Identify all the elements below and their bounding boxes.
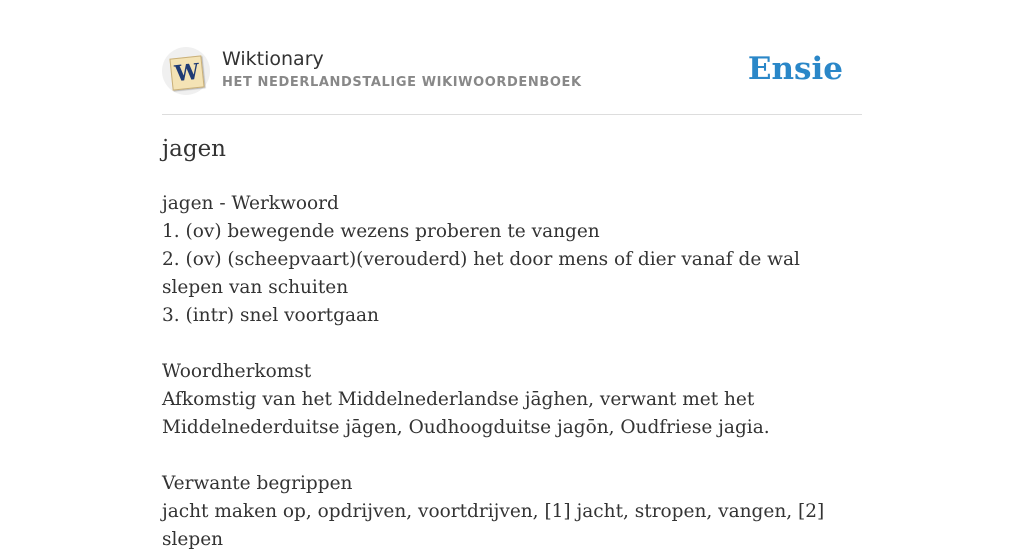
site-name[interactable]: Wiktionary <box>222 48 324 70</box>
definition-3: 3. (intr) snel voortgaan <box>162 305 379 326</box>
site-tagline: HET NEDERLANDSTALIGE WIKIWOORDENBOEK <box>222 75 582 90</box>
blank-line <box>162 330 852 358</box>
definition-1: 1. (ov) bewegende wezens proberen te vangen <box>162 221 600 242</box>
ensie-brand-logo[interactable]: Ensie <box>747 51 843 87</box>
related-terms-text: jacht maken op, opdrijven, voortdrijven, [1] jacht, stropen, vangen, [2] slepen <box>162 501 825 550</box>
logo-tile: W <box>169 55 204 90</box>
etymology-heading: Woordherkomst <box>162 361 312 382</box>
page-title: jagen <box>162 136 226 162</box>
wiktionary-logo-icon[interactable] <box>162 47 210 95</box>
definition-2: 2. (ov) (scheepvaart)(verouderd) het door mens of dier vanaf de wal slepen van schuiten <box>162 249 800 298</box>
site-header <box>162 44 862 115</box>
related-terms-heading: Verwante begrippen <box>162 473 353 494</box>
etymology-text: Afkomstig van het Middelnederlandse jāghen, verwant met het Middelnederduitse jāgen, Oudhoogduitse jagōn, Oudfriese jagia. <box>162 389 770 438</box>
definition-heading: jagen - Werkwoord <box>162 193 339 214</box>
blank-line <box>162 442 852 470</box>
article-content <box>162 190 852 554</box>
